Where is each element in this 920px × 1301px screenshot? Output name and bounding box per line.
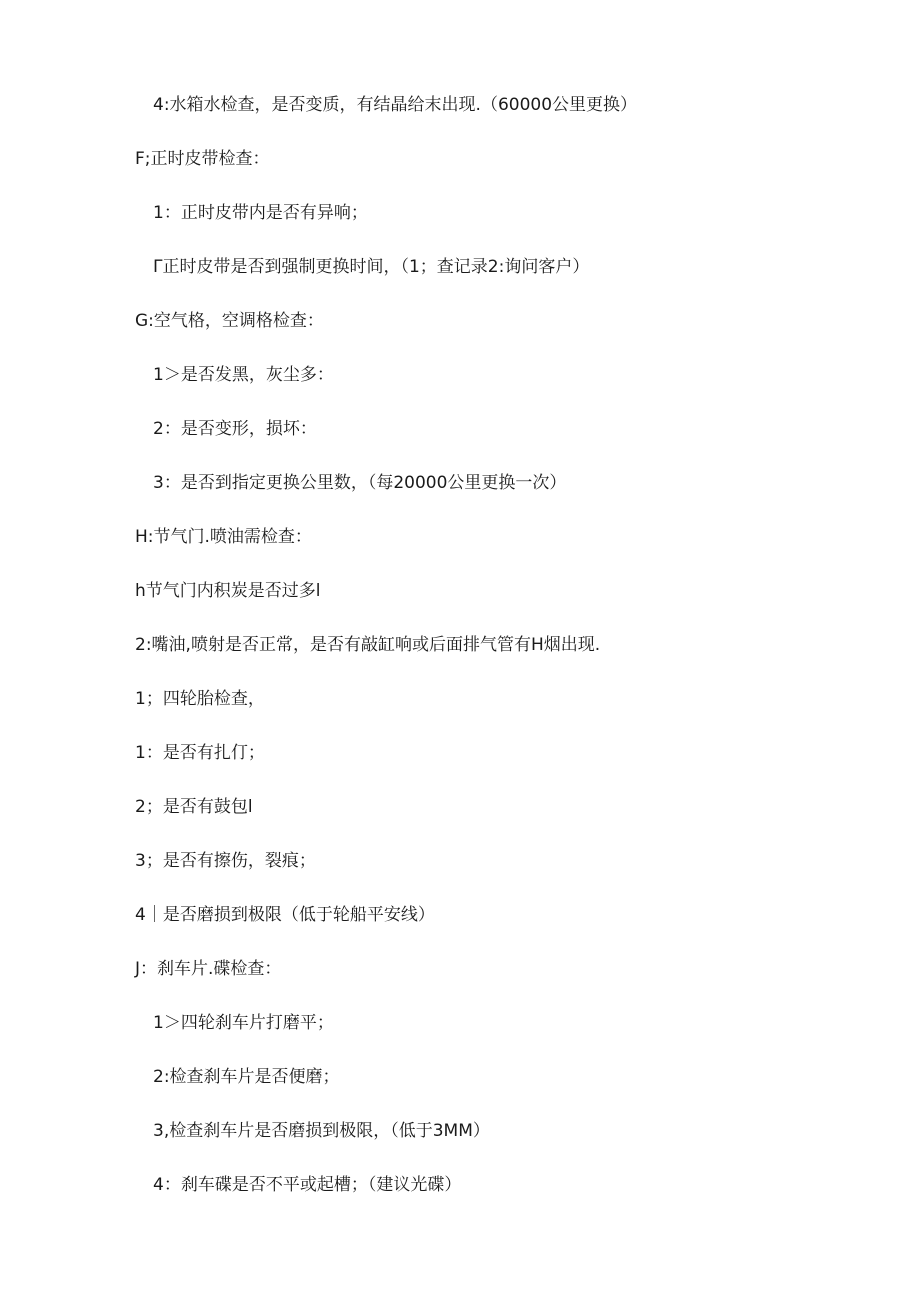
text-line: 1：是否有扎仃； [135, 743, 265, 763]
text-line: 2:检查刹车片是否便磨； [153, 1067, 340, 1087]
text-line: 4:水箱水检查，是否变质，有结晶给末出现.（60000公里更换） [153, 95, 638, 115]
section-heading: F;正时皮带检查： [135, 149, 270, 169]
section-heading: 1；四轮胎检查， [135, 689, 265, 709]
section-heading: H:节气门.喷油需检查： [135, 527, 312, 547]
text-line: 3,检查刹车片是否磨损到极限，（低于3MM） [153, 1121, 490, 1141]
text-line: 2:嘴油,喷射是否正常，是否有敲缸响或后面排气管有H烟出现. [135, 635, 601, 655]
section-heading: G:空气格，空调格检查： [135, 311, 324, 331]
text-line: Γ正时皮带是否到强制更换时间，（1；查记录2:询问客户） [153, 257, 590, 277]
text-line: 4｜是否磨损到极限（低于轮船平安线） [135, 905, 435, 925]
text-line: 1＞是否发黑，灰尘多： [153, 365, 334, 385]
text-line: 1：正时皮带内是否有异响； [153, 203, 368, 223]
text-line: 1＞四轮刹车片打磨平； [153, 1013, 334, 1033]
text-line: h节气门内积炭是否过多l [135, 581, 321, 601]
text-line: 2：是否变形，损坏： [153, 419, 317, 439]
text-line: 3：是否到指定更换公里数，（每20000公里更换一次） [153, 473, 567, 493]
text-line: 4：刹车碟是否不平或起槽；（建议光碟） [153, 1175, 462, 1195]
text-line: 3；是否有擦伤，裂痕； [135, 851, 316, 871]
section-heading: J：刹车片.碟检查： [135, 959, 282, 979]
text-line: 2；是否有鼓包l [135, 797, 253, 817]
